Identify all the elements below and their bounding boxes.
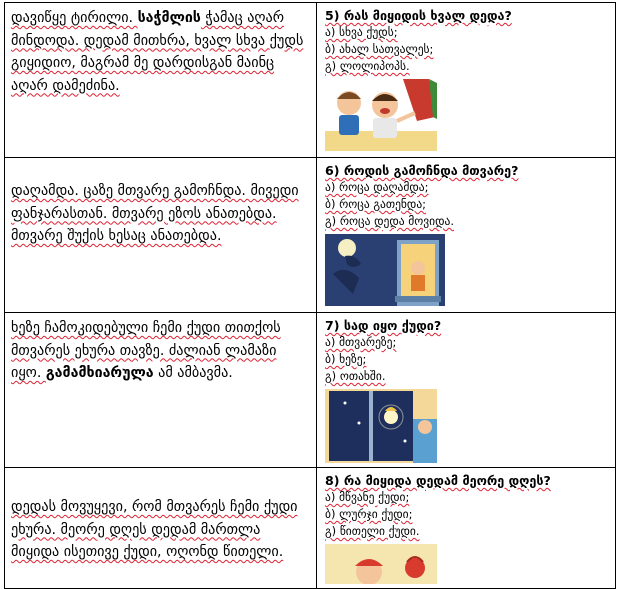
story-text: დაღამდა. ცაზე მთვარე გამოჩნდა. მივედი ფანჯარასთან. მთვარე ეზოს ანათებდა. მთვარე შუქის ხესაც ანათებდა.: [11, 183, 299, 244]
answer-option: ბ) ლურჯი ქუდი;: [325, 507, 413, 521]
answer-option: გ) ლოლიპოპს.: [325, 59, 410, 73]
illustration-red-hat: [325, 544, 437, 584]
question-cell: [317, 3, 616, 158]
question-cell: [317, 313, 616, 468]
answer-option: ბ) ახალ სათვალეს;: [325, 42, 434, 56]
answer-option: ა) სხვა ქუდს;: [325, 25, 398, 39]
worksheet-table: [4, 2, 616, 589]
answer-option: გ) როცა დედა მოვიდა.: [325, 214, 455, 228]
illustration-crying-boy: [325, 79, 437, 151]
answer-option: ა) მწვანე ქუდი;: [325, 490, 410, 504]
question-cell: [317, 468, 616, 589]
story-cell: [5, 313, 317, 468]
answer-option: ა) როცა დაღამდა;: [325, 180, 429, 194]
story-cell: [5, 468, 317, 589]
question-title: 8) რა მიყიდა დედამ მეორე დღეს?: [325, 473, 551, 488]
table-row: [5, 313, 616, 468]
illustration-night-window: [325, 389, 437, 463]
table-row: [5, 468, 616, 589]
story-cell: [5, 3, 317, 158]
question-title: 6) როდის გამოჩნდა მთვარე?: [325, 163, 519, 178]
question-title: 7) სად იყო ქუდი?: [325, 318, 442, 333]
table-row: [5, 3, 616, 158]
question-cell: [317, 158, 616, 313]
answer-option: გ) წითელი ქუდი.: [325, 524, 420, 538]
story-text: ხეზე ჩამოკიდებული ჩემი ქუდი თითქოს მთვარეს ეხურა თავზე. ძალიან ლამაზი იყო. გამამხიარულა ამ ამბავმა.: [11, 320, 281, 381]
answer-option: ბ) როცა გათენდა;: [325, 197, 427, 211]
question-title: 5) რას მიყიდის ხვალ დედა?: [325, 8, 512, 23]
story-text: დედას მოვუყევი, რომ მთვარეს ჩემი ქუდი ეხურა. მეორე დღეს დედამ მართლა მიყიდა ისეთივე ქუდი, ოღონდ წითელი.: [11, 499, 298, 560]
answer-option: გ) ოთახში.: [325, 369, 386, 383]
story-cell: [5, 158, 317, 313]
story-text: დავიწყე ტირილი. საჭმლის ჭამაც აღარ მინდოდა. დედამ მითხრა, ხვალ სხვა ქუდს გიყიდიო, მაგრამ მე დარდისგან მაინც აღარ დამეძინა.: [11, 10, 304, 94]
answer-option: ბ) ხეზე;: [325, 352, 367, 366]
table-row: [5, 158, 616, 313]
illustration-moon-window: [325, 234, 445, 306]
answer-option: ა) მთვარეზე;: [325, 335, 397, 349]
